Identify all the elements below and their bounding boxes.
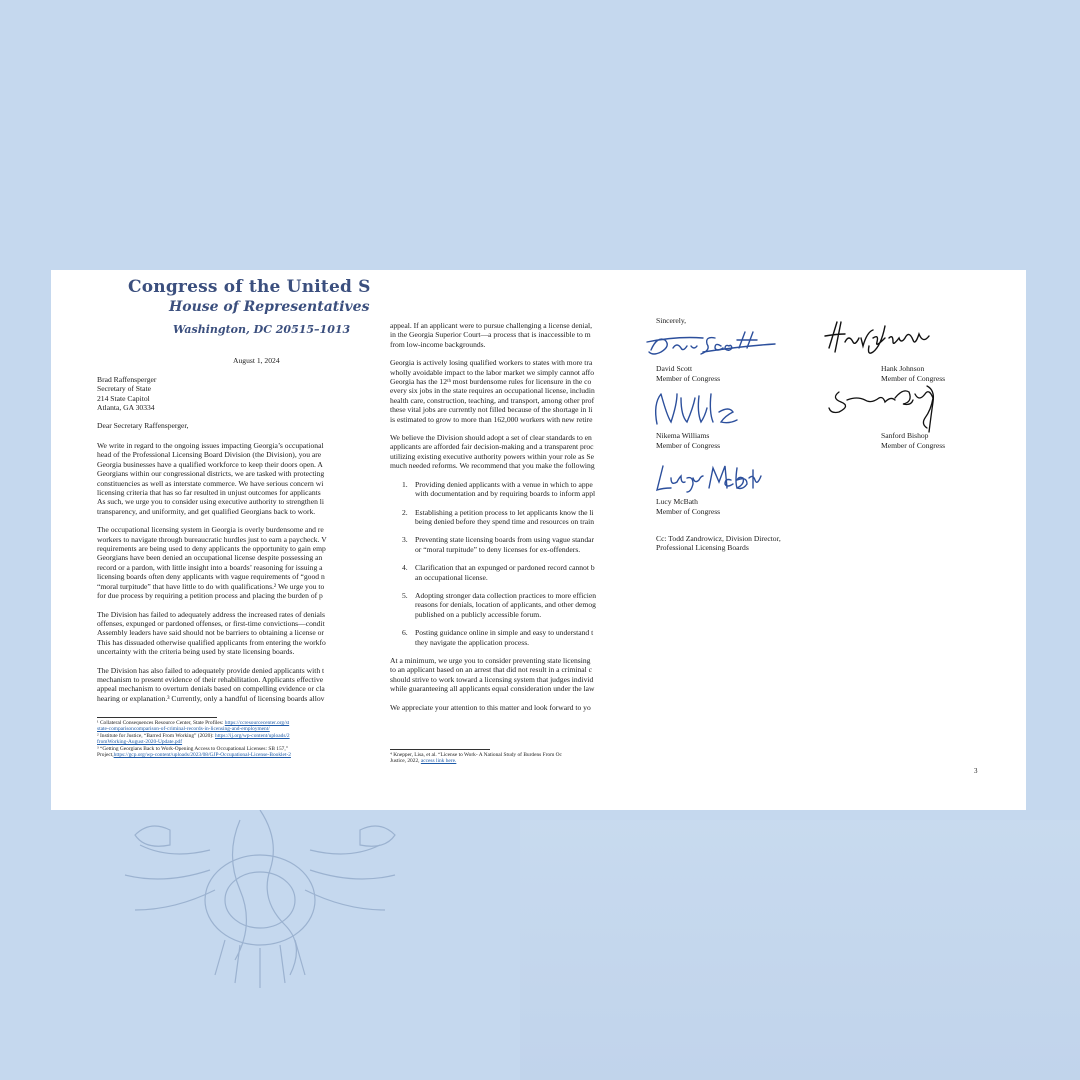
cc-line: Professional Licensing Boards	[656, 543, 749, 553]
text-line: Adopting stronger data collection practices to more efficien	[415, 590, 596, 600]
paragraph	[97, 666, 357, 704]
text-line: being denied before they spend time and resources on train	[415, 516, 595, 526]
signer-role: Member of Congress	[656, 507, 721, 516]
signer-role: Member of Congress	[656, 441, 721, 450]
signer-name: Nikema Williams	[656, 431, 710, 440]
page-number: 3	[974, 767, 978, 775]
signature-lucy-mcbath	[653, 460, 763, 496]
text-line: health care, construction, teaching, and transport, among other prof	[390, 395, 595, 405]
text-line: Preventing state licensing boards from using vague standar	[415, 535, 595, 545]
letterhead-house: House of Representatives	[169, 299, 370, 315]
text-line: The Division has failed to adequately address the increased rates of denials	[97, 609, 325, 619]
footnote-link[interactable]: https://ij.org/wp-content/uploads/2	[215, 732, 290, 739]
text-line: As such, we urge you to consider using executive authority to strengthen li	[97, 497, 324, 507]
text-line: licensing boards often deny applicants with vague requirements of “good n	[97, 572, 325, 582]
signer-name: Hank Johnson	[881, 364, 925, 373]
footnote-line: Project,https://gcp.org/wp-content/uploads/2023/08/GJP-Occupational-License-Booklet-2	[97, 752, 291, 759]
letter-body-page-2	[390, 321, 611, 721]
text-line: for due process by requiring a petition process and placing the burden of p	[97, 591, 323, 601]
text-line: utilizing existing executive authority powers within your role as Se	[390, 451, 594, 461]
text-line: record or a pardon, with little insight into a boards’ reasoning for issuing a	[97, 562, 323, 572]
signer-role: Member of Congress	[881, 441, 946, 450]
text-line: The occupational licensing system in Georgia is overly burdensome and re	[97, 525, 324, 535]
signer-name: Lucy McBath	[656, 497, 698, 506]
paragraph	[390, 433, 611, 471]
signer-name: David Scott	[656, 364, 693, 373]
text-line: or “moral turpitude” to deny licenses for ex-offenders.	[415, 544, 581, 554]
text-line: uncertainty with the criteria being used by state licensing boards.	[97, 647, 295, 657]
letter-body-page-1	[97, 441, 357, 712]
text-line: with documentation and by requiring boards to inform appl	[415, 489, 596, 499]
letter-page-1	[51, 270, 371, 810]
paragraph	[390, 358, 611, 424]
paragraph	[390, 321, 611, 349]
text-line: Georgia has the 12ᵗʰ most burdensome rules for licensure in the co	[390, 377, 592, 387]
text-line: appeal mechanism to overturn denials based on compelling evidence or cla	[97, 684, 325, 694]
text-line: while guaranteeing all applicants equal consideration under the law	[390, 684, 595, 694]
text-line: every six jobs in the state requires an occupational license, includin	[390, 386, 595, 396]
signer-role: Member of Congress	[881, 374, 946, 383]
text-line: We write in regard to the ongoing issues impacting Georgia’s occupational	[97, 441, 324, 450]
letter-date: August 1, 2024	[233, 356, 280, 365]
text-line: Establishing a petition process to let applicants know the li	[415, 507, 594, 517]
signature-nikema-williams	[647, 390, 742, 430]
list-item: 6. Posting guidance online in simple and easy to understand t they navigate the application process.	[390, 628, 611, 647]
closing-sincerely: Sincerely,	[656, 316, 687, 325]
address-line: 214 State Capitol	[97, 393, 150, 403]
text-line: transparency, and uniformity, and get qualified Georgians back to work.	[97, 506, 316, 516]
text-line: wholly avoidable impact to the labor market we simply cannot affo	[390, 367, 594, 377]
footnote-link[interactable]: state-comparisoncomparison-of-criminal-records-in-licensing-and-employment/	[97, 726, 270, 733]
text-line: Providing denied applicants with a venue in which to appe	[415, 479, 593, 489]
letterhead-address: Washington, DC 20515–1013	[173, 323, 351, 336]
text-line: Georgians within our congressional districts, we are tasked with protecting	[97, 469, 325, 479]
text-line: We appreciate your attention to this matter and look forward to yo	[390, 702, 591, 712]
text-line: offenses, expunged or pardoned offenses, or first-time convictions—condit	[97, 618, 325, 628]
paragraph	[390, 656, 611, 694]
address-line: Atlanta, GA 30334	[97, 403, 155, 413]
text-line: head of the Professional Licensing Board Division (the Division), you are	[97, 450, 322, 460]
text-line: they navigate the application process.	[415, 637, 530, 647]
text-line: Georgia is actively losing qualified workers to states with more tra	[390, 358, 593, 368]
list-item: 4. Clarification that an expunged or pardoned record cannot b an occupational license.	[390, 563, 611, 582]
footnote-divider	[97, 717, 217, 718]
background-shade	[520, 820, 1080, 1080]
footnote-link[interactable]: fromWorking-August-2020-Update.pdf	[97, 739, 183, 746]
footnote-divider	[390, 749, 490, 750]
text-line: published on a publicly accessible forum.	[415, 609, 542, 619]
letter-page-2	[390, 270, 611, 810]
footnotes-page-2	[390, 748, 611, 765]
text-line: in the Georgia Superior Court—a process that is inaccessible to m	[390, 330, 591, 340]
text-line: hearing or explanation.³ Currently, only a handful of licensing boards allov	[97, 693, 325, 703]
carbon-copy	[656, 534, 781, 553]
text-line: Georgians have been denied an occupational license despite possessing an	[97, 553, 323, 563]
signature-david-scott	[643, 328, 778, 362]
text-line: The Division has also failed to adequately provide denied applicants with t	[97, 665, 325, 675]
text-line: Assembly leaders have said should not be barriers to obtaining a license or	[97, 628, 324, 638]
text-line: Posting guidance online in simple and easy to understand t	[415, 628, 594, 638]
address-line: Brad Raffensperger	[97, 375, 157, 384]
address-line: Secretary of State	[97, 384, 151, 394]
text-line: is estimated to grow to more than 162,000 workers with new retire	[390, 414, 593, 424]
list-item: 3. Preventing state licensing boards from using vague standar or “moral turpitude” to deny licenses for ex-offenders.	[390, 535, 611, 554]
recommendations-list	[390, 480, 611, 647]
text-line: should strive to work toward a licensing system that judges individ	[390, 674, 594, 684]
paragraph	[97, 525, 357, 600]
text-line: workers to navigate through bureaucratic hurdles just to earn a paycheck. V	[97, 534, 327, 544]
text-line: Clarification that an expunged or pardoned record cannot b	[415, 563, 595, 573]
text-line: mechanism to present evidence of their rehabilitation. Applicants effective	[97, 674, 324, 684]
paragraph	[390, 703, 611, 712]
text-line: much needed reforms. We recommend that you make the following	[390, 461, 595, 471]
text-line: requirements are being used to deny applicants the opportunity to gain emp	[97, 544, 326, 554]
signer-role: Member of Congress	[656, 374, 721, 383]
recipient-address	[97, 375, 156, 413]
signature-hank-johnson	[819, 318, 939, 362]
footnotes-page-1	[97, 716, 357, 758]
text-line: reasons for denials, location of applicants, and other demog	[415, 600, 596, 610]
footnote-link[interactable]: https://ccresourcecenter.org/st	[224, 720, 290, 726]
text-line: an occupational license.	[415, 572, 488, 582]
footnote-line: ⁴ Knepper, Lisa, et al. “License to Work- A National Study of Burdens From Oc	[390, 752, 562, 758]
text-line: these vital jobs are currently not filled because of the shortage in li	[390, 405, 593, 415]
cc-line: Cc: Todd Zandrowicz, Division Director,	[656, 534, 781, 543]
text-line: constituencies as well as interstate commerce. We have serious concern wi	[97, 478, 324, 488]
text-line: from low-income backgrounds.	[390, 339, 486, 349]
list-item: 5. Adopting stronger data collection practices to more efficien reasons for denials, location of applicants, and other demog published on a publicly accessible forum.	[390, 591, 611, 619]
footnote-link[interactable]: https://gcp.org/wp-content/uploads/2023/08/GJP-Occupational-License-Booklet-2	[113, 752, 291, 759]
text-line: “moral turpitude” that have little to do with qualifications.² We urge you to	[97, 581, 325, 591]
text-line: This has dissuaded otherwise qualified applicants from entering the workfo	[97, 637, 326, 647]
text-line: to an applicant based on an arrest that did not result in a criminal c	[390, 665, 593, 675]
text-line: At a minimum, we urge you to consider preventing state licensing	[390, 655, 591, 665]
signer-name: Sanford Bishop	[881, 431, 929, 440]
background-seal-engraving	[110, 790, 440, 990]
text-line: We believe the Division should adopt a set of clear standards to en	[390, 433, 592, 443]
footnote-line: ³ “Getting Georgians Back to Work-Opening Access to Occupational Licenses: SB 157,”	[97, 745, 289, 752]
letter-page-3	[633, 270, 1026, 810]
paragraph	[97, 610, 357, 657]
text-line: Georgia businesses have a qualified workforce to keep their doors open. A	[97, 459, 323, 469]
footnote-link[interactable]: access link here.	[420, 758, 457, 765]
text-line: licensing criteria that has so far resulted in unjust outcomes for applicants	[97, 488, 321, 498]
footnote-line: Justice, 2022, access link here.	[390, 758, 457, 765]
salutation: Dear Secretary Raffensperger,	[97, 421, 189, 430]
list-item: 1. Providing denied applicants with a venue in which to appe with documentation and by requiring boards to inform appl	[390, 480, 611, 499]
paragraph	[97, 441, 357, 516]
letterhead-congress: Congress of the United S	[128, 277, 371, 297]
footnote-line: ² Institute for Justice, “Barred From Working” (2020): https://ij.org/wp-content/uploads/2	[97, 732, 290, 739]
text-line: appeal. If an applicant were to pursue challenging a license denial,	[390, 321, 592, 330]
document-preview	[51, 270, 1026, 810]
footnote-line: ¹ Collateral Consequences Resource Center, State Profiles: https://ccresourcecenter.org/st	[97, 720, 290, 726]
text-line: applicants are afforded fair decision-making and a transparent proc	[390, 442, 594, 452]
list-item: 2. Establishing a petition process to let applicants know the li being denied before they spend time and resources on train	[390, 508, 611, 527]
